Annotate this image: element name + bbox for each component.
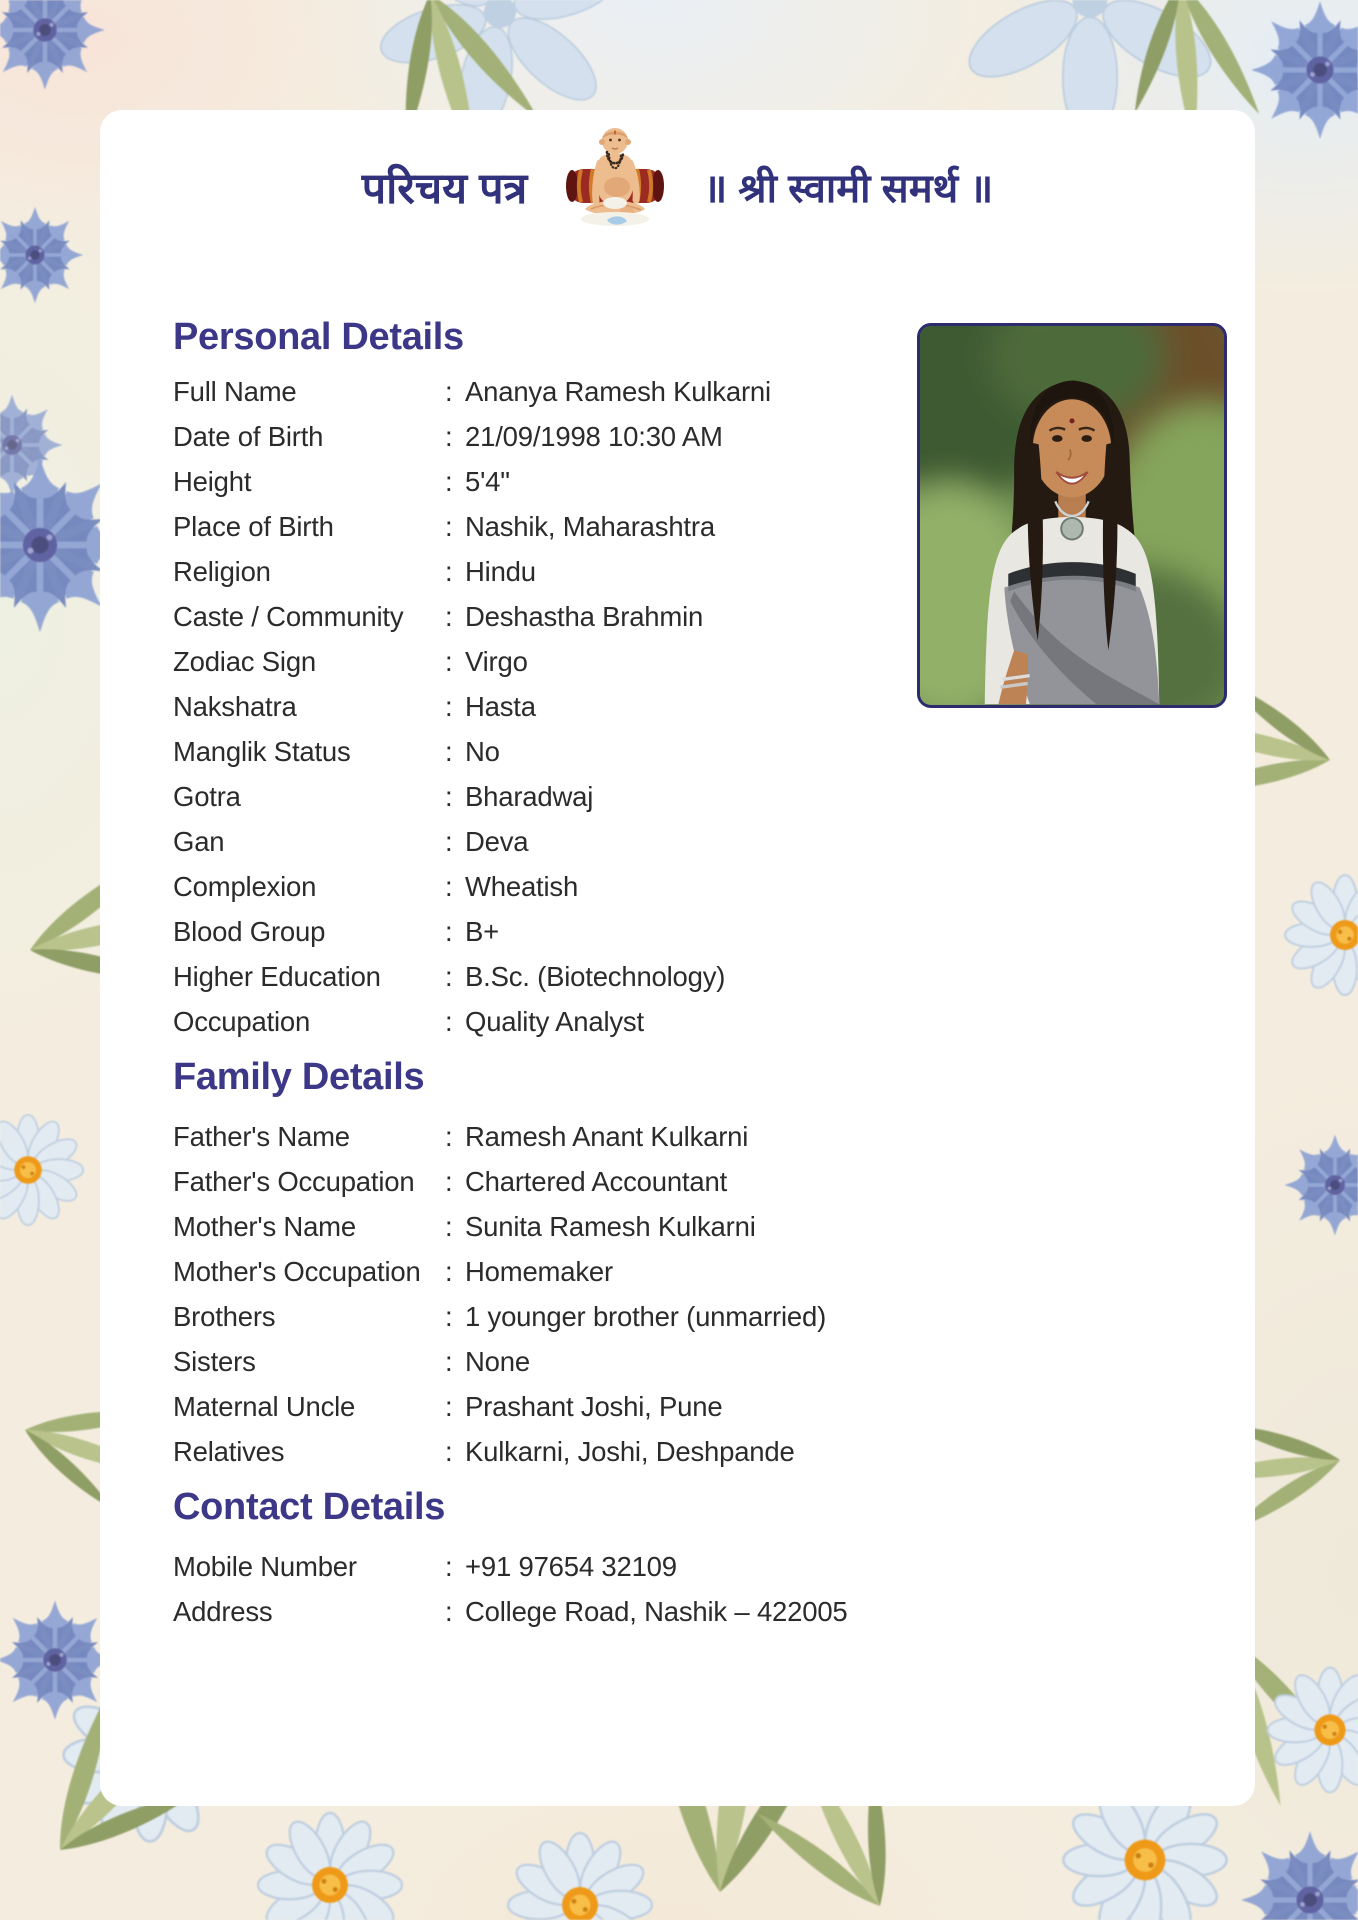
detail-label: Mother's Name [173,1210,356,1242]
detail-colon: : [445,645,453,677]
detail-colon: : [445,375,453,407]
detail-value: Quality Analyst [465,1005,644,1037]
detail-label: Higher Education [173,960,381,992]
detail-label: Sisters [173,1345,256,1377]
detail-row [173,1429,1023,1474]
detail-label: Brothers [173,1300,276,1332]
detail-value: Deshastha Brahmin [465,600,704,632]
detail-label: Caste / Community [173,600,404,632]
detail-label: Religion [173,555,271,587]
header-invocation: ॥ श्री स्वामी समर्थ ॥ [703,166,994,211]
detail-colon: : [445,1165,453,1197]
detail-value: 5'4" [465,465,510,497]
detail-row [173,459,1023,504]
detail-row [173,414,1023,459]
detail-label: Full Name [173,375,297,407]
detail-row [173,729,1023,774]
header-title-devanagari: परिचय पत्र [361,164,528,213]
detail-colon: : [445,960,453,992]
detail-colon: : [445,690,453,722]
profile-photo-illustration [920,326,1224,705]
detail-value: College Road, Nashik – 422005 [465,1595,848,1627]
detail-row [173,1544,1023,1589]
detail-row [173,1384,1023,1429]
detail-colon: : [445,735,453,767]
section-heading-personal: Personal Details [173,316,464,358]
detail-label: Mother's Occupation [173,1255,421,1287]
profile-photo [917,323,1227,708]
detail-value: Sunita Ramesh Kulkarni [465,1210,756,1242]
detail-value: B.Sc. (Biotechnology) [465,960,726,992]
detail-row [173,549,1023,594]
detail-colon: : [445,915,453,947]
detail-row [173,1114,1023,1159]
detail-value: Deva [465,825,529,857]
swami-samarth-icon [565,121,665,227]
detail-label: Gotra [173,780,241,812]
section-heading-contact: Contact Details [173,1486,446,1528]
detail-value: Wheatish [465,870,579,902]
section-heading-family: Family Details [173,1056,425,1098]
detail-colon: : [445,1550,453,1582]
detail-colon: : [445,1435,453,1467]
detail-row [173,774,1023,819]
detail-value: Virgo [465,645,528,677]
detail-label: Gan [173,825,225,857]
detail-label: Address [173,1595,273,1627]
detail-label: Date of Birth [173,420,324,452]
detail-row [173,909,1023,954]
detail-label: Complexion [173,870,317,902]
detail-row [173,684,1023,729]
detail-row [173,1589,1023,1634]
detail-row [173,1204,1023,1249]
biodata-card [100,110,1255,1806]
detail-colon: : [445,510,453,542]
detail-row [173,864,1023,909]
detail-value: Chartered Accountant [465,1165,728,1197]
detail-colon: : [445,1595,453,1627]
detail-row [173,819,1023,864]
detail-row [173,1249,1023,1294]
family-details-rows [173,1114,1023,1474]
detail-label: Height [173,465,252,497]
detail-value: Kulkarni, Joshi, Deshpande [465,1435,795,1467]
detail-colon: : [445,780,453,812]
detail-label: Zodiac Sign [173,645,317,677]
detail-label: Nakshatra [173,690,297,722]
detail-row [173,639,1023,684]
detail-label: Occupation [173,1005,311,1037]
detail-label: Father's Occupation [173,1165,415,1197]
detail-row [173,369,1023,414]
detail-label: Father's Name [173,1120,350,1152]
detail-row [173,1159,1023,1204]
detail-colon: : [445,465,453,497]
card-header [100,118,1255,230]
detail-label: Blood Group [173,915,326,947]
detail-row [173,1294,1023,1339]
detail-colon: : [445,1120,453,1152]
detail-value: Bharadwaj [465,780,594,812]
detail-value: Prashant Joshi, Pune [465,1390,723,1422]
detail-colon: : [445,420,453,452]
personal-details-rows [173,369,1023,1044]
detail-colon: : [445,600,453,632]
detail-colon: : [445,1390,453,1422]
detail-colon: : [445,1005,453,1037]
detail-label: Manglik Status [173,735,351,767]
detail-colon: : [445,870,453,902]
detail-value: 1 younger brother (unmarried) [465,1300,827,1332]
detail-label: Maternal Uncle [173,1390,356,1422]
detail-value: No [465,735,500,767]
detail-value: Ananya Ramesh Kulkarni [465,375,771,407]
detail-colon: : [445,1255,453,1287]
detail-value: Hindu [465,555,536,587]
detail-value: B+ [465,915,500,947]
detail-colon: : [445,1210,453,1242]
detail-label: Place of Birth [173,510,334,542]
contact-details-rows [173,1544,1023,1634]
detail-row [173,954,1023,999]
detail-value: Homemaker [465,1255,613,1287]
detail-value: Ramesh Anant Kulkarni [465,1120,749,1152]
detail-value: 21/09/1998 10:30 AM [465,420,723,452]
detail-value: +91 97654 32109 [465,1550,677,1582]
detail-label: Mobile Number [173,1550,357,1582]
detail-value: None [465,1345,530,1377]
detail-row [173,1339,1023,1384]
detail-value: Nashik, Maharashtra [465,510,715,542]
detail-row [173,594,1023,639]
detail-row [173,999,1023,1044]
detail-colon: : [445,825,453,857]
detail-colon: : [445,1345,453,1377]
detail-row [173,504,1023,549]
detail-colon: : [445,555,453,587]
detail-value: Hasta [465,690,536,722]
detail-colon: : [445,1300,453,1332]
detail-label: Relatives [173,1435,285,1467]
